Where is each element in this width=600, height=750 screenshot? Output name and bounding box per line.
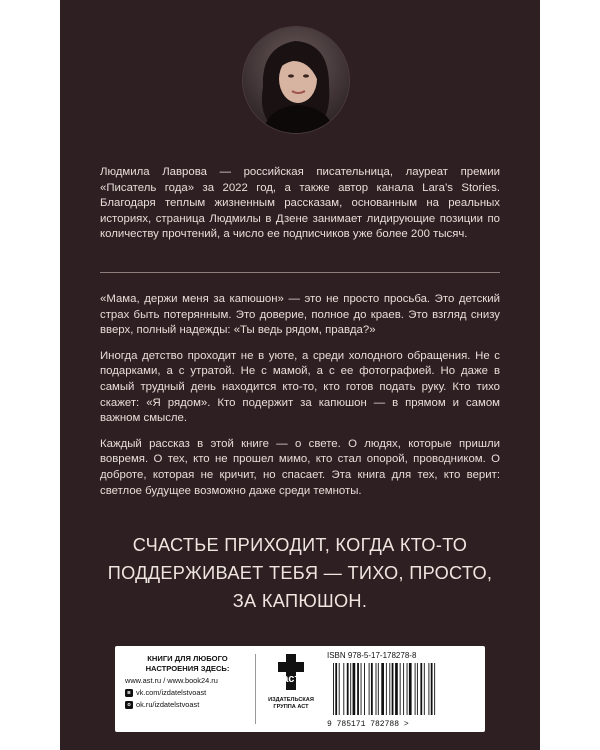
tagline-line: ЗА КАПЮШОН.: [232, 591, 368, 611]
footer-separator: [255, 654, 256, 724]
barcode: [327, 663, 477, 715]
tagline-line: ПОДДЕРЖИВАЕТ ТЕБЯ — ТИХО, ПРОСТО,: [107, 563, 493, 583]
ok-link-text: ok.ru/izdatelstvoast: [136, 700, 200, 710]
publisher-name-line: ИЗДАТЕЛЬСКАЯ: [268, 697, 314, 703]
website-link[interactable]: www.ast.ru / www.book24.ru: [125, 676, 218, 686]
tagline-line: СЧАСТЬЕ ПРИХОДИТ, КОГДА КТО-ТО: [132, 535, 468, 555]
author-bio: [100, 165, 500, 253]
publisher-links: [125, 654, 250, 710]
isbn-block: [327, 651, 479, 729]
books-title: [125, 654, 250, 673]
isbn-digits: 9 785171 782788 >: [327, 720, 409, 729]
section-divider: [100, 272, 500, 273]
tagline-quote: [100, 531, 500, 615]
ok-icon: о: [125, 701, 133, 709]
author-bio-text: Людмила Лаврова — российская писательница, лауреат премии «Писатель года» за 2022 год, а также автор канала Lara’s Stories. Благодаря теплым жизненным рассказам, основанным на реальных историях, страница Людмилы в Дзене занимает лидирующие позиции по количеству прочтений, а число ее подписчиков уже более 200 тысяч.: [100, 166, 500, 241]
back-cover: [60, 0, 540, 750]
publisher-name-line: ГРУППА АСТ: [273, 704, 309, 710]
book-annotation: [100, 292, 500, 509]
ok-link[interactable]: [125, 700, 250, 710]
annotation-paragraph: Иногда детство проходит не в уюте, а среди холодного обращения. Не с подарками, а с утратой. Не с мамой, а с ее фотографией. Но даже в самый трудный день находится кто-то, кто готов подать руку. Кто тихо скажет: «Я рядом». Кто подержит за капюшон — в прямом и самом важном смысле.: [100, 349, 500, 425]
annotation-paragraph: «Мама, держи меня за капюшон» — это не просто просьба. Это детский страх быть потерянным. Это доверие, полное до краев. Это взгляд снизу вверх, полный надежды: «Ты ведь рядом, правда?»: [100, 293, 500, 337]
logo-text: аст: [282, 673, 300, 685]
vk-link[interactable]: [125, 688, 250, 698]
annotation-paragraph: Каждый рассказ в этой книге — о свете. О людях, которые пришли вовремя. О тех, кто не прошел мимо, кто стал опорой, проводником. О доброте, которая не кричит, но спасает. Эта книга для тех, кто верит: светлое будущее возможно даже среди темноты.: [100, 437, 500, 497]
isbn-text: ISBN 978-5-17-178278-8: [327, 651, 417, 660]
author-portrait: [243, 27, 349, 133]
publisher-logo-block: [260, 652, 322, 711]
ast-logo-icon: [274, 652, 308, 692]
vk-icon: в: [125, 689, 133, 697]
books-title-line: НАСТРОЕНИЯ ЗДЕСЬ:: [145, 663, 230, 673]
books-title-line: КНИГИ ДЛЯ ЛЮБОГО: [147, 654, 228, 663]
publisher-info-box: [115, 646, 485, 732]
vk-link-text: vk.com/izdatelstvoast: [136, 688, 207, 698]
